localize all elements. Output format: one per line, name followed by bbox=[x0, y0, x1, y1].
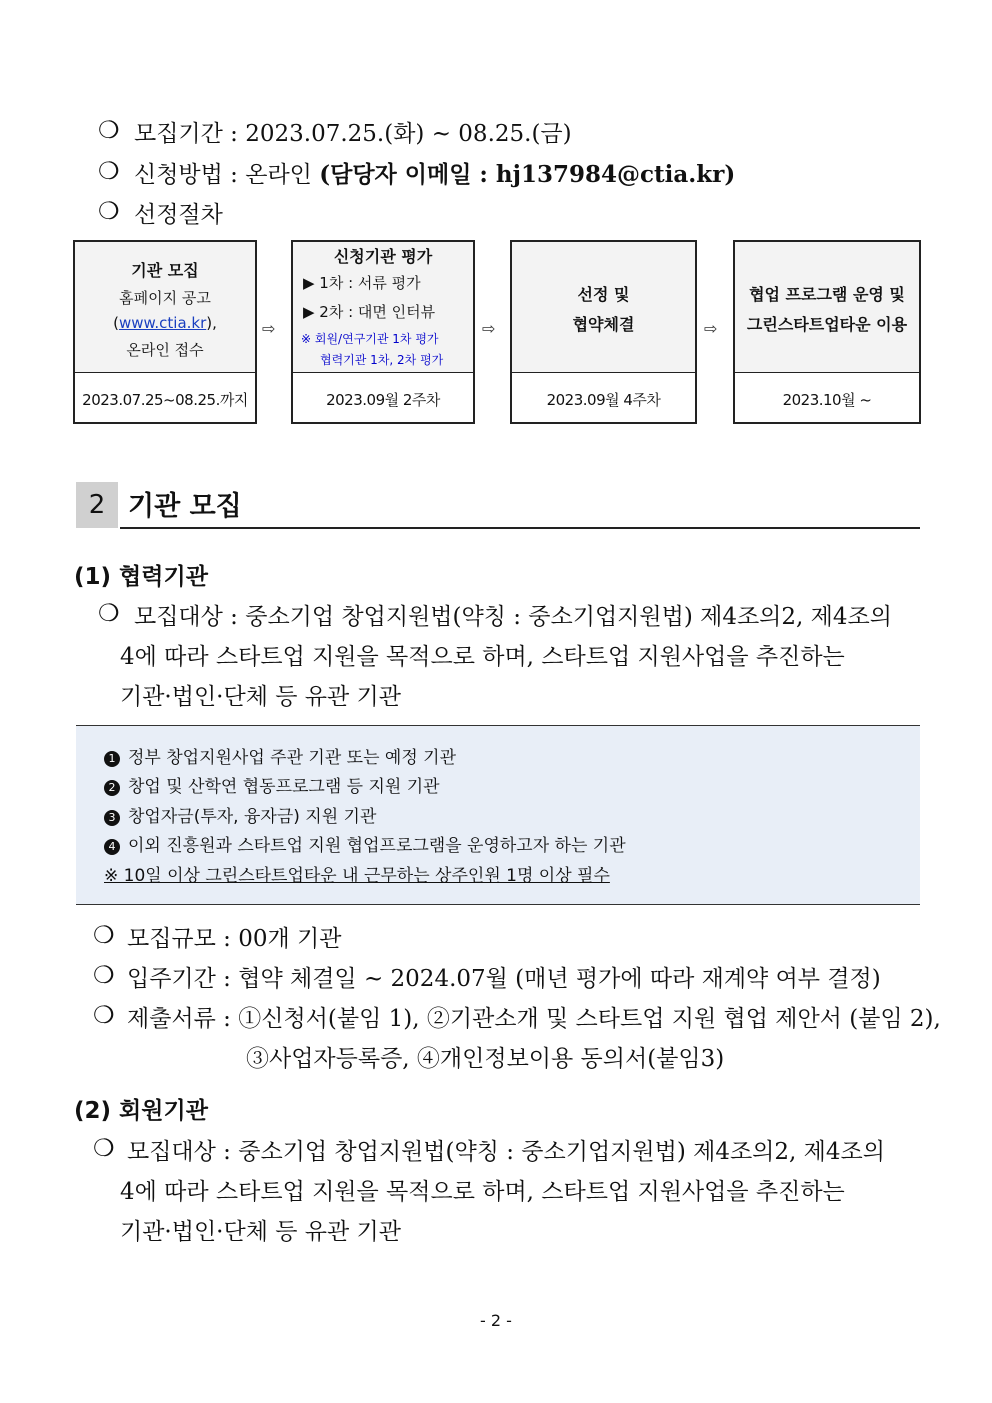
partner-target-line: 모집대상 : 중소기업 창업지원법(약칭 : 중소기업지원법) 제4조의2, 제4조의 bbox=[134, 604, 892, 630]
flow-arrow-icon: ⇨ bbox=[262, 319, 276, 338]
flow-step-recruit bbox=[73, 240, 257, 424]
flow-step-date: 2023.09월 2주차 bbox=[293, 376, 473, 422]
procedure-label: 선정절차 bbox=[134, 202, 223, 228]
page-number: - 2 - bbox=[480, 1311, 512, 1330]
flow-step-line: ▶ 2차 : 대면 인터뷰 bbox=[303, 303, 436, 321]
bullet-icon: ❍ bbox=[98, 116, 120, 144]
partner-docs-line: ③사업자등록증, ④개인정보이용 동의서(붙임3) bbox=[246, 1046, 725, 1072]
flow-step-evaluation bbox=[291, 240, 475, 424]
flow-step-title: 협업 프로그램 운영 및 bbox=[749, 285, 905, 304]
homepage-link[interactable]: www.ctia.kr bbox=[118, 314, 207, 332]
flow-step-title: 기관 모집 bbox=[131, 261, 199, 280]
flow-step-program bbox=[733, 240, 921, 424]
partner-docs-line: 제출서류 : ①신청서(붙임 1), ②기관소개 및 스타트업 지원 협업 제안서 (붙임 2), bbox=[127, 1006, 941, 1032]
flow-step-title: 선정 및 bbox=[577, 285, 630, 304]
member-target-line: 기관·법인·단체 등 유관 기관 bbox=[120, 1219, 401, 1245]
eligibility-notebox bbox=[76, 725, 920, 905]
flow-step-date: 2023.09월 4주차 bbox=[512, 376, 695, 422]
eligibility-item: 4 이외 진흥원과 스타트업 지원 협업프로그램을 운영하고자 하는 기관 bbox=[104, 831, 626, 856]
eligibility-item: 2 창업 및 산학연 협동프로그램 등 지원 기관 bbox=[104, 772, 440, 797]
apply-method bbox=[134, 156, 735, 189]
member-target-line: 모집대상 : 중소기업 창업지원법(약칭 : 중소기업지원법) 제4조의2, 제4조의 bbox=[127, 1139, 885, 1165]
member-target-line: 4에 따라 스타트업 지원을 목적으로 하며, 스타트업 지원사업을 추진하는 bbox=[120, 1179, 845, 1205]
bullet-icon: ❍ bbox=[93, 1134, 115, 1162]
flow-step-selection bbox=[510, 240, 697, 424]
flow-step-title2: 그린스타트업타운 이용 bbox=[746, 315, 908, 334]
partner-scale: 모집규모 : 00개 기관 bbox=[127, 926, 342, 952]
apply-method-label: 신청방법 : 온라인 bbox=[134, 162, 320, 188]
flow-step-line: ▶ 1차 : 서류 평가 bbox=[303, 274, 421, 292]
eligibility-item: 3 창업자금(투자, 융자금) 지원 기관 bbox=[104, 802, 376, 827]
flow-step-line: 홈페이지 공고 bbox=[119, 289, 211, 307]
recruit-period: 모집기간 : 2023.07.25.(화) ~ 08.25.(금) bbox=[134, 121, 572, 147]
flow-step-date: 2023.07.25~08.25.까지 bbox=[75, 376, 255, 422]
flow-step-note: ※ 회원/연구기관 1차 평가 bbox=[301, 332, 439, 346]
flow-step-line: 온라인 접수 bbox=[126, 341, 204, 359]
flow-step-note: 협력기관 1차, 2차 평가 bbox=[320, 353, 444, 367]
partner-period: 입주기간 : 협약 체결일 ~ 2024.07월 (매년 평가에 따라 재계약 여부 결정) bbox=[127, 966, 881, 992]
number-icon: 1 bbox=[104, 751, 120, 767]
number-icon: 3 bbox=[104, 810, 120, 826]
partner-heading: (1) 협력기관 bbox=[74, 564, 208, 590]
flow-step-title2: 협약체결 bbox=[572, 315, 635, 334]
flow-step-date: 2023.10월 ~ bbox=[735, 376, 919, 422]
partner-target-line: 4에 따라 스타트업 지원을 목적으로 하며, 스타트업 지원사업을 추진하는 bbox=[120, 644, 845, 670]
bullet-icon: ❍ bbox=[98, 197, 120, 225]
section-divider bbox=[120, 527, 920, 529]
bullet-icon: ❍ bbox=[93, 921, 115, 949]
flow-arrow-icon: ⇨ bbox=[704, 319, 718, 338]
eligibility-footnote: ※ 10일 이상 그린스타트업타운 내 근무하는 상주인원 1명 이상 필수 bbox=[104, 866, 610, 886]
bullet-icon: ❍ bbox=[93, 961, 115, 989]
bullet-icon: ❍ bbox=[98, 599, 120, 627]
partner-target-line: 기관·법인·단체 등 유관 기관 bbox=[120, 684, 401, 710]
flow-arrow-icon: ⇨ bbox=[482, 319, 496, 338]
member-heading: (2) 회원기관 bbox=[74, 1098, 208, 1124]
bullet-icon: ❍ bbox=[98, 157, 120, 185]
number-icon: 4 bbox=[104, 839, 120, 855]
section-title: 기관 모집 bbox=[128, 491, 242, 522]
flow-step-title: 신청기관 평가 bbox=[333, 247, 433, 266]
number-icon: 2 bbox=[104, 780, 120, 796]
apply-contact: (담당자 이메일 : hj137984@ctia.kr) bbox=[319, 161, 736, 188]
section-number: 2 bbox=[76, 482, 118, 528]
eligibility-item: 1 정부 창업지원사업 주관 기관 또는 예정 기관 bbox=[104, 743, 456, 768]
flow-step-link[interactable]: (www.ctia.kr), bbox=[113, 314, 217, 332]
bullet-icon: ❍ bbox=[93, 1001, 115, 1029]
